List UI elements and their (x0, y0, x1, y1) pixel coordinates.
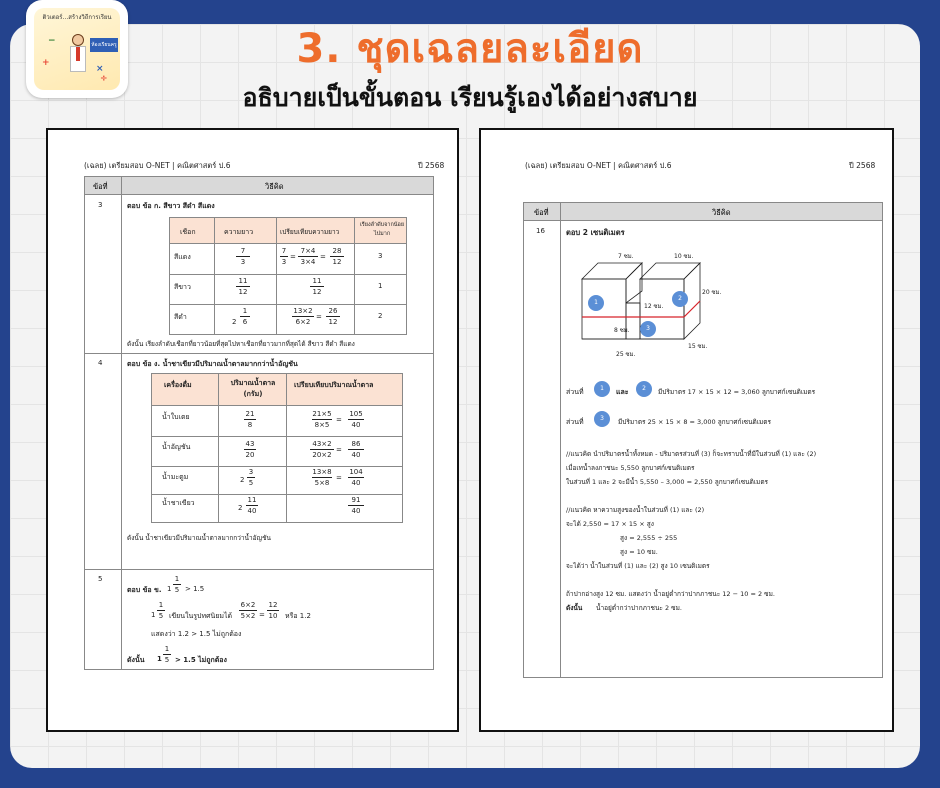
q4-answer: ตอบ ข้อ ง. น้ำชาเขียวมีปริมาณน้ำตาลมากกว่าน้ำอัญชัน (127, 360, 298, 368)
q3-answer: ตอบ ข้อ ก. สีขาว สีดำ สีแดง (127, 202, 215, 210)
line11-text: ถ้าปากอ่างสูง 12 ซม. แสดงว่า น้ำอยู่ต่ำกว่าปากภาชนะ 12 − 10 = 2 ซม. (566, 590, 775, 598)
line12-prefix: ดังนั้น (566, 604, 583, 612)
equals-sign: = (336, 474, 342, 482)
line1-and: และ (616, 388, 629, 396)
q4-row3-r: 104 40 (349, 468, 363, 487)
doc-year: ปี 2568 (418, 161, 445, 170)
q4-row1-r: 105 40 (349, 410, 363, 429)
q4-row4-name: น้ำชาเขียว (162, 499, 195, 507)
q4-header-compare: เปรียบเทียบปริมาณน้ำตาล (294, 381, 374, 389)
line7-text: จะได้ 2,550 = 17 × 15 × สูง (566, 520, 654, 528)
q4-conclusion: ดังนั้น น้ำชาเขียวมีปริมาณน้ำตาลมากกว่าน้ำอัญชัน (127, 534, 271, 542)
q3-row3-length: 1 6 (240, 307, 250, 326)
line10-text: จะได้ว่า น้ำในส่วนที่ (1) และ (2) สูง 10 เซนติเมตร (566, 562, 710, 570)
inline-badge-1: 1 (594, 381, 610, 397)
times-symbol-icon: × (96, 64, 104, 74)
logo-caption: ติวเตอร์...สร้างวิถีการเรียน (42, 14, 112, 21)
q3-conclusion: ดังนั้น เรียงลำดับเชือกที่ยาวน้อยที่สุดไปหาเชือกที่ยาวมากที่สุดได้ สีขาว สีดำ สีแดง (127, 340, 355, 348)
logo-sign: ห้องเรียนครู (90, 38, 118, 52)
q4-row3-name: น้ำมะตูม (162, 473, 189, 481)
q4-row3-c: 13×8 5×8 (312, 468, 332, 487)
dim-e: 8 ซม. (614, 327, 630, 334)
q4-row2-name: น้ำอัญชัน (162, 443, 191, 451)
line2-text: มีปริมาตร 25 × 15 × 8 = 3,000 ลูกบาศก์เซนติเมตร (618, 418, 771, 426)
q4-header-sugar: ปริมาณน้ำตาล (กรัม) (230, 379, 276, 398)
q5-concl-suffix: > 1.5 ไม่ถูกต้อง (175, 656, 227, 664)
col-header-no: ข้อที่ (93, 182, 108, 191)
doc-title: (เฉลย) เตรียมสอบ O-NET | คณิตศาสตร์ ป.6 (525, 161, 672, 170)
q5-f1: 6×2 5×2 (240, 601, 256, 620)
q4-number: 4 (98, 359, 103, 367)
q5-frac-2: 1 5 (158, 601, 164, 620)
region-2-badge: 2 (672, 291, 688, 307)
q3-row2-c3: 11 12 (310, 277, 324, 296)
q4-row2-r: 86 40 (348, 440, 364, 459)
line2-prefix: ส่วนที่ (566, 418, 584, 426)
answer-table (523, 202, 883, 678)
answer-table (84, 176, 434, 670)
q3-header-rope: เชือก (180, 228, 196, 236)
dim-f: 15 ซม. (688, 343, 708, 350)
q4-row3-whole: 2 (240, 476, 245, 484)
q5-answer-prefix: ตอบ ข้อ ข. (127, 586, 162, 594)
equals-sign: = (336, 416, 342, 424)
q3-header-length: ความยาว (224, 228, 254, 236)
dim-g: 25 ซม. (616, 351, 636, 358)
doc-title: (เฉลย) เตรียมสอบ O-NET | คณิตศาสตร์ ป.6 (84, 161, 231, 170)
line9-text: สูง = 10 ซม. (620, 548, 658, 556)
table-header (85, 177, 433, 195)
q5-one-2: 1 (151, 611, 156, 619)
q3-row3-whole: 2 (232, 318, 237, 326)
line1-text: มีปริมาตร 17 × 15 × 12 = 3,060 ลูกบาศก์เซนติเมตร (658, 388, 816, 396)
plus-symbol-icon: + (42, 58, 50, 68)
q4-row3-qty: 3 5 (248, 468, 254, 487)
q5-line2-text: เขียนในรูปทศนิยมได้ (169, 612, 233, 620)
minus-symbol-icon: − (48, 36, 56, 46)
q3-row1-c1: 7 3 (281, 247, 287, 266)
q5-frac: 1 5 (174, 575, 180, 594)
dim-a: 7 ซม. (618, 253, 634, 260)
q3-row1-c3: 28 12 (330, 247, 344, 266)
q5-or-text: หรือ 1.2 (285, 612, 311, 620)
col-header-method: วิธีคิด (712, 208, 731, 217)
q16-number: 16 (536, 227, 545, 235)
q4-header-drink: เครื่องดื่ม (164, 381, 192, 389)
q3-rope-table (169, 217, 407, 335)
region-3-badge: 3 (640, 321, 656, 337)
q3-number: 3 (98, 201, 103, 209)
col-header-method: วิธีคิด (265, 182, 284, 191)
equals-sign: = (316, 313, 322, 321)
q5-one-3: 1 (157, 655, 162, 663)
q3-row2-rank: 1 (378, 282, 383, 290)
q4-row1-name: น้ำใบเตย (162, 413, 190, 421)
q3-row1-rank: 3 (378, 252, 383, 260)
q4-row2-qty: 43 20 (245, 440, 255, 459)
q5-line3: แสดงว่า 1.2 > 1.5 ไม่ถูกต้อง (151, 630, 242, 638)
page-subtitle: อธิบายเป็นขั้นตอน เรียนรู้เองได้อย่างสบาย (242, 83, 698, 112)
q4-drink-table (151, 373, 403, 523)
q4-row4-qty: 11 40 (247, 496, 257, 515)
line12-text: น้ำอยู่ต่ำกว่าปากภาชนะ 2 ซม. (596, 604, 682, 612)
q4-row2-c: 43×2 20×2 (310, 440, 334, 459)
q5-one: 1 (167, 585, 172, 593)
line5-text: ในส่วนที่ 1 และ 2 จะมีน้ำ 5,550 – 3,000 = 2,550 ลูกบาศก์เซนติเมตร (566, 478, 769, 486)
dim-d: 12 ซม. (644, 303, 664, 310)
q3-row1-c2: 7×4 3×4 (298, 247, 318, 266)
q3-row3-c2: 13×2 6×2 (293, 307, 313, 326)
q5-frac-3: 1 5 (164, 645, 170, 664)
line8-text: สูง = 2,555 ÷ 255 (620, 534, 678, 542)
left-answer-page (46, 128, 459, 732)
q4-row4-whole: 2 (238, 504, 243, 512)
inline-badge-2: 2 (636, 381, 652, 397)
line3-text: //แนวคิด นำปริมาตรน้ำทั้งหมด - ปริมาตรส่วนที่ (3) ก็จะทราบน้ำที่มีในส่วนที่ (1) และ (2) (566, 450, 817, 458)
q3-row1-name: สีแดง (174, 253, 191, 261)
equals-sign: = (290, 253, 296, 261)
line6-text: //แนวคิด หาความสูงของน้ำในส่วนที่ (1) และ (2) (566, 506, 705, 514)
doc-year: ปี 2568 (849, 161, 876, 170)
q3-header-compare: เปรียบเทียบความยาว (280, 228, 340, 236)
q3-row3-rank: 2 (378, 312, 383, 320)
dim-b: 10 ซม. (674, 253, 694, 260)
equals-sign: = (259, 611, 265, 619)
inline-badge-3: 3 (594, 411, 610, 427)
q4-row1-c: 21×5 8×5 (312, 410, 332, 429)
q3-row2-length: 11 12 (236, 277, 250, 296)
equals-sign: = (320, 253, 326, 261)
line1-prefix: ส่วนที่ (566, 388, 584, 396)
q4-row1-qty: 21 8 (245, 410, 255, 429)
equals-sign: = (336, 446, 342, 454)
q5-gt: > 1.5 (185, 585, 205, 593)
table-header (524, 203, 882, 221)
col-header-no: ข้อที่ (534, 208, 549, 217)
q3-row2-name: สีขาว (174, 283, 191, 291)
q5-number: 5 (98, 575, 103, 583)
dim-c: 20 ซม. (702, 289, 722, 296)
q5-f2: 12 10 (268, 601, 278, 620)
q4-row4-r: 91 40 (348, 496, 364, 515)
q3-row3-name: สีดำ (174, 313, 187, 321)
page-title: 3. ชุดเฉลยละเอียด (296, 26, 644, 72)
divide-symbol-icon: ÷ (100, 74, 108, 84)
q3-row3-c3: 26 12 (326, 307, 340, 326)
q16-answer: ตอบ 2 เซนติเมตร (566, 228, 625, 237)
line4-text: เมื่อเทน้ำลงภาชนะ 5,550 ลูกบาศก์เซนติเมตร (566, 464, 695, 472)
q3-header-rank: เรียงลำดับจากน้อยไปมาก (359, 222, 405, 237)
region-1-badge: 1 (588, 295, 604, 311)
right-answer-page (479, 128, 894, 732)
q3-row1-length: 7 3 (236, 247, 250, 266)
q5-concl-prefix: ดังนั้น (127, 656, 145, 664)
